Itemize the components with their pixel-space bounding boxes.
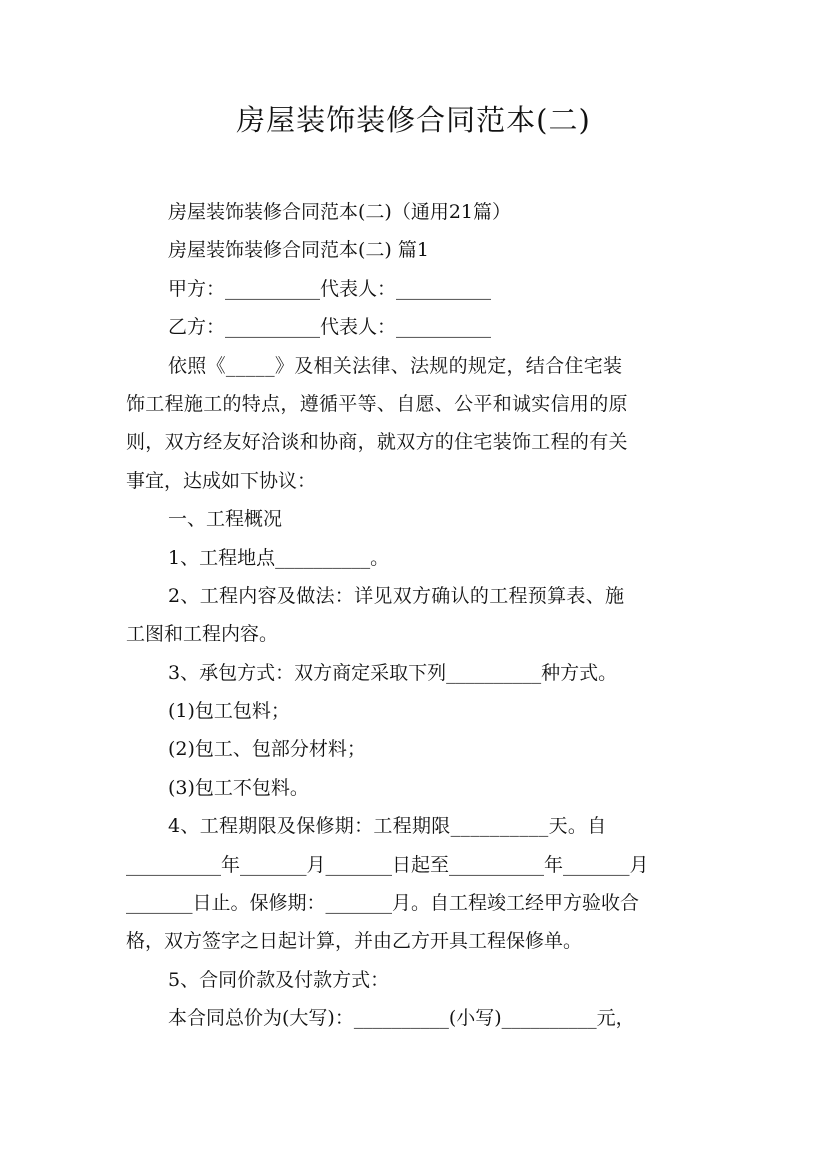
section-heading: 一、工程概况 [168, 508, 283, 531]
list-item: (1)包工包料； [168, 700, 290, 723]
list-item: (3)包工不包料。 [168, 776, 309, 799]
paragraph-line: __________年_______月_______日起至__________年_______月 [126, 853, 649, 876]
paragraph-line: 1、工程地点__________。 [168, 546, 390, 569]
paragraph-line: 则，双方经友好洽谈和协商，就双方的住宅装饰工程的有关 [126, 431, 628, 454]
paragraph-line: 事宜，达成如下协议： [126, 469, 317, 492]
document-title: 房屋装饰装修合同范本(二) [236, 103, 591, 137]
list-item: (2)包工、包部分材料； [168, 738, 366, 761]
paragraph-line: 格，双方签字之日起计算，并由乙方开具工程保修单。 [126, 930, 583, 953]
party-a-line: 甲方：__________代表人：__________ [168, 277, 492, 300]
contract-section-heading: 房屋装饰装修合同范本(二) 篇1 [168, 239, 429, 262]
paragraph-line: 工图和工程内容。 [126, 623, 279, 646]
paragraph-line: 本合同总价为(大写)：__________(小写)__________元， [168, 1007, 635, 1030]
contract-subtitle: 房屋装饰装修合同范本(二)（通用21篇） [168, 201, 512, 223]
paragraph-line: 4、工程期限及保修期：工程期限__________天。自 [168, 815, 607, 838]
document-body [126, 193, 706, 1038]
paragraph-line: _______日止。保修期：_______月。自工程竣工经甲方验收合 [126, 892, 640, 915]
paragraph-line: 饰工程施工的特点，遵循平等、自愿、公平和诚实信用的原 [126, 392, 628, 415]
paragraph-line: 2、工程内容及做法：详见双方确认的工程预算表、施 [168, 584, 625, 607]
paragraph-line: 依照《_____》及相关法律、法规的规定，结合住宅装 [168, 354, 623, 377]
paragraph-line: 5、合同价款及付款方式： [168, 968, 390, 991]
paragraph-line: 3、承包方式：双方商定采取下列__________种方式。 [168, 661, 618, 684]
party-b-line: 乙方：__________代表人：__________ [168, 316, 492, 339]
